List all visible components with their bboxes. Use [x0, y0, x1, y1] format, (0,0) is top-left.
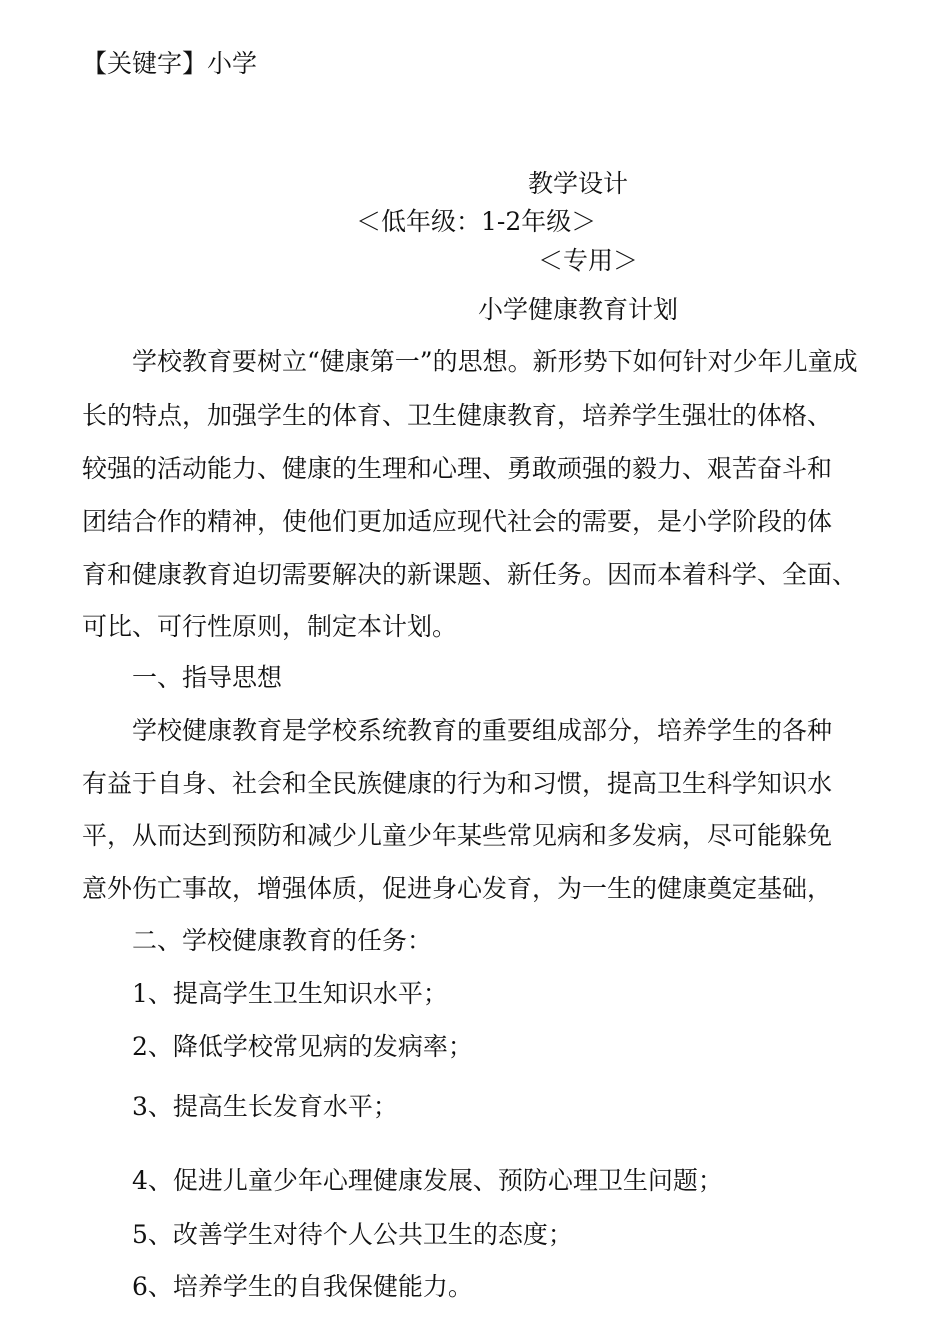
paragraph-line: 较强的活动能力、健康的生理和心理、勇敢顽强的毅力、艰苦奋斗和: [82, 454, 833, 483]
paragraph-line: 可比、可行性原则，制定本计划。: [82, 612, 458, 641]
paragraph-line: 学校健康教育是学校系统教育的重要组成部分，培养学生的各种: [132, 716, 833, 745]
paragraph-line: 意外伤亡事故，增强体质，促进身心发育，为一生的健康奠定基础，: [82, 874, 833, 903]
paragraph-line: 平，从而达到预防和减少儿童少年某些常见病和多发病，尽可能躲免: [82, 821, 833, 850]
paragraph-line: 长的特点，加强学生的体育、卫生健康教育，培养学生强壮的体格、: [82, 401, 833, 430]
paragraph-line: 有益于自身、社会和全民族健康的行为和习惯，提高卫生科学知识水: [82, 769, 833, 798]
list-item: 1、提高学生卫生知识水平；: [132, 979, 448, 1008]
list-item: 3、提高生长发育水平；: [132, 1092, 398, 1121]
section-heading-tasks: 二、学校健康教育的任务：: [132, 926, 433, 955]
keywords-line: 【关键字】小学: [82, 49, 258, 78]
subtitle-grade-level: ＜低年级：1-2年级＞: [356, 207, 597, 236]
list-item: 2、降低学校常见病的发病率；: [132, 1032, 473, 1061]
paragraph-line: 育和健康教育迫切需要解决的新课题、新任务。因而本着科学、全面、: [82, 560, 858, 589]
page-title: 小学健康教育计划: [478, 295, 679, 324]
section-heading-guiding-ideology: 一、指导思想: [132, 663, 283, 692]
list-item: 5、改善学生对待个人公共卫生的态度；: [132, 1220, 573, 1249]
title-teaching-design: 教学设计: [528, 169, 629, 198]
list-item: 6、培养学生的自我保健能力。: [132, 1272, 473, 1301]
list-item: 4、促进儿童少年心理健康发展、预防心理卫生问题；: [132, 1166, 723, 1195]
paragraph-line: 学校教育要树立“健康第一”的思想。新形势下如何针对少年儿童成: [132, 347, 858, 376]
subtitle-special-use: ＜专用＞: [538, 246, 639, 275]
paragraph-line: 团结合作的精神，使他们更加适应现代社会的需要，是小学阶段的体: [82, 507, 833, 536]
